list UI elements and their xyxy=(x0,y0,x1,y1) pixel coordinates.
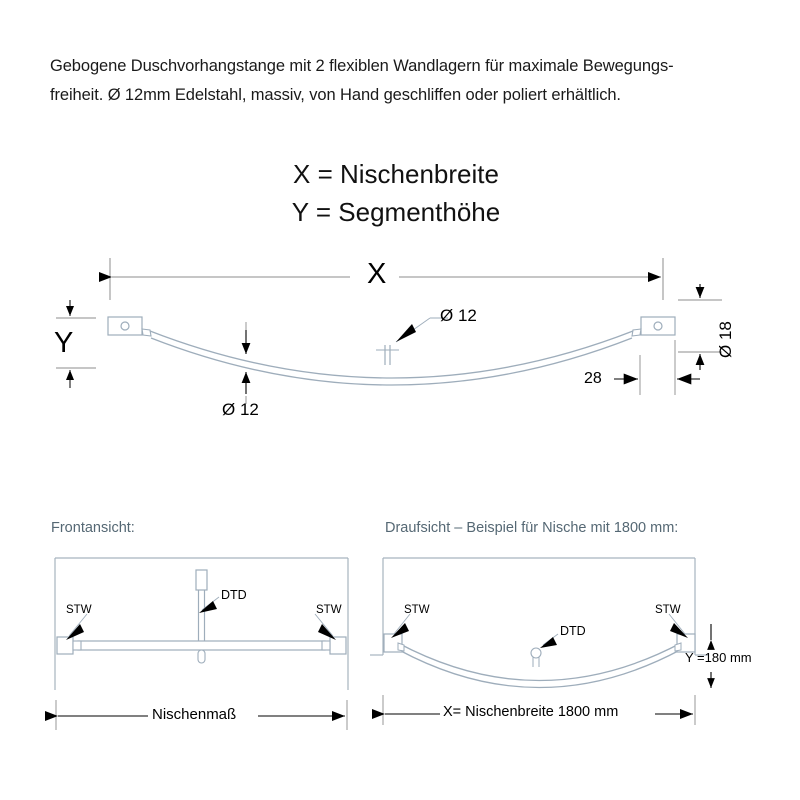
intro-line-1: Gebogene Duschvorhangstange mit 2 flexiblen Wandlagern für maximale Bewegungs- xyxy=(50,57,674,75)
top-view-stw-label-right: STW xyxy=(655,604,681,616)
top-view-segment-height-label: Y =180 mm xyxy=(685,650,752,665)
x-dimension-label: X xyxy=(357,258,396,291)
top-view-dtd-label: DTD xyxy=(560,624,586,638)
intro-line-2: freiheit. Ø 12mm Edelstahl, massiv, von Hand geschliffen oder poliert erhältlich. xyxy=(50,86,621,104)
y-dimension-label: Y xyxy=(54,325,73,362)
front-view-dtd-label: DTD xyxy=(221,588,247,602)
top-view-ceiling-support xyxy=(531,648,541,667)
rod-diameter-label: Ø 12 xyxy=(222,400,259,419)
bracket-offset-label: 28 xyxy=(584,370,602,387)
top-view-width-label: X= Nischenbreite 1800 mm xyxy=(440,704,621,720)
front-view-heading: Frontansicht: xyxy=(51,520,135,536)
legend-x-definition: X = Nischenbreite xyxy=(293,159,499,189)
center-support-diameter-label: Ø 12 xyxy=(440,306,477,325)
front-view-stw-label-right: STW xyxy=(316,604,342,616)
legend-y-definition: Y = Segmenthöhe xyxy=(291,197,501,227)
top-view-dtd-leader xyxy=(540,634,558,648)
bracket-height-label: Ø 18 xyxy=(716,321,735,358)
front-view-width-label: Nischenmaß xyxy=(149,706,239,723)
top-view-heading: Draufsicht – Beispiel für Nische mit 1800 mm: xyxy=(385,520,679,536)
front-view-stw-label-left: STW xyxy=(66,604,92,616)
top-view-stw-label-left: STW xyxy=(404,604,430,616)
